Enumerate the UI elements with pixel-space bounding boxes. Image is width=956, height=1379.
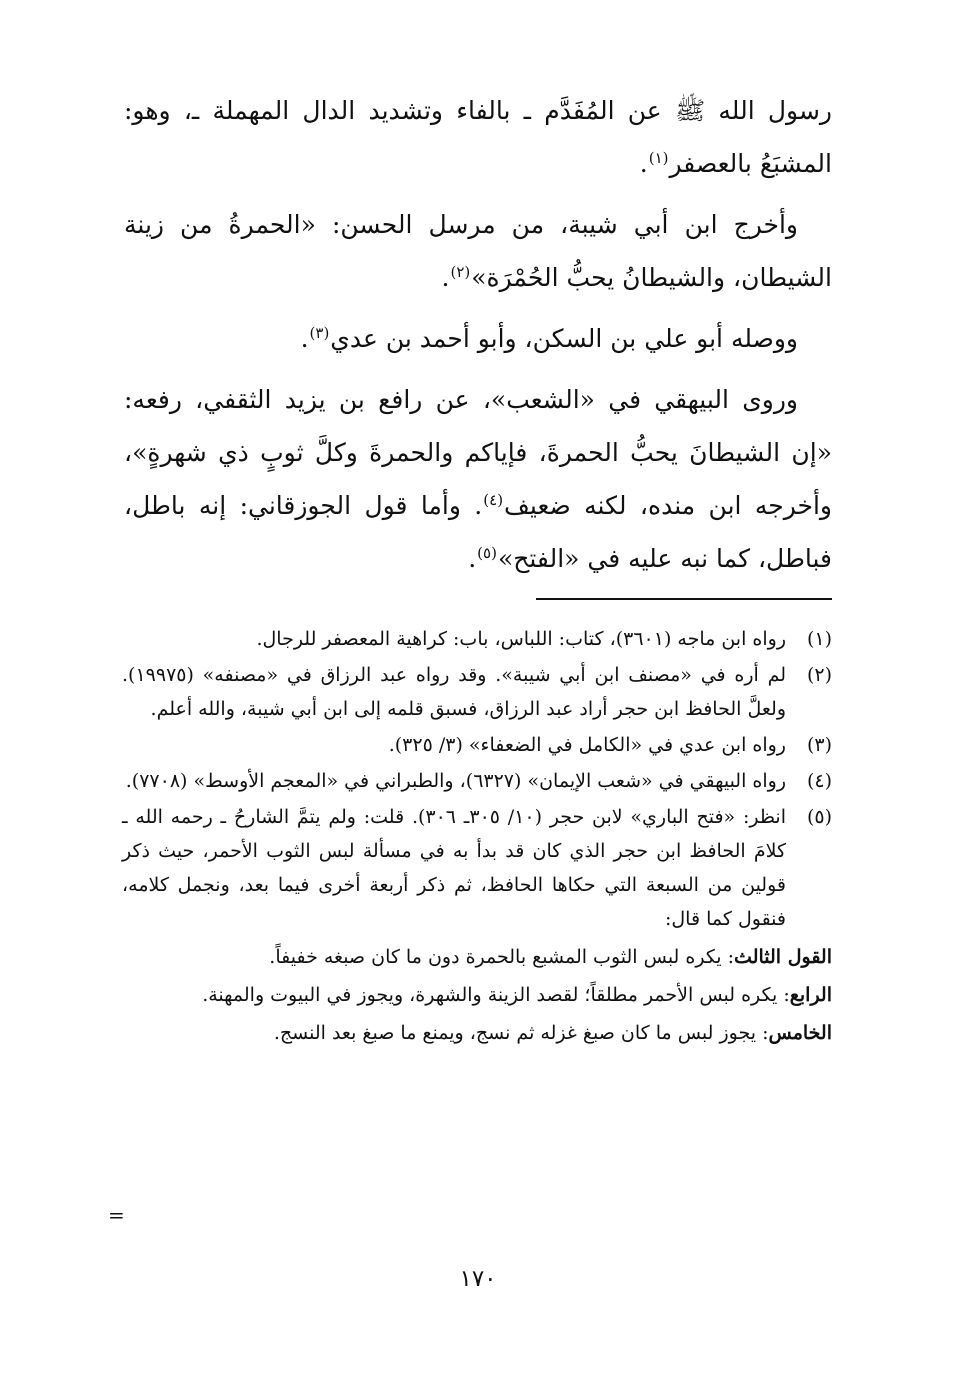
footnote-number: (٢) xyxy=(806,664,832,686)
footnote-text: انظر: «فتح الباري» لابن حجر (١٠/ ٣٠٥ـ ٣٠٦). قلت: ولم يتمَّ الشارحُ ـ رحمه الله ـ كلامَ الحافظ ابن حجر الذي كان قد بدأ به في مسألة لبس الثوب الأحمر، حيث ذكر قولين من السبعة التي حكاها الحافظ، ثم ذكر أربعة أخرى فيما بعد، ونجمل كلامه، فنقول كما قال: xyxy=(122,806,786,930)
paragraph-4-middle: . وأما قول الجوزقاني: إنه باطل، فباطل، كما نبه عليه في «الفتح» xyxy=(124,491,832,573)
paragraph-4 xyxy=(124,373,832,585)
footnote-ref-4[interactable]: (٤) xyxy=(483,490,504,509)
footnote-number: (٥) xyxy=(806,806,832,828)
paragraph-3-text: ووصله أبو علي بن السكن، وأبو أحمد بن عدي xyxy=(330,324,798,353)
paragraph-2-end: . xyxy=(441,263,450,292)
paragraph-1 xyxy=(124,84,832,190)
continuation-mark: = xyxy=(108,1203,125,1227)
footnote-text: رواه البيهقي في «شعب الإيمان» (٦٣٢٧)، والطبراني في «المعجم الأوسط» (٧٧٠٨). xyxy=(125,770,786,792)
opinion-fourth xyxy=(122,978,832,1012)
opinion-label: القول الثالث xyxy=(734,946,832,968)
footnote-number: (٣) xyxy=(806,734,832,756)
opinion-text: : يجوز لبس ما كان صبغ غزله ثم نسج، ويمنع ما صبغ بعد النسج. xyxy=(273,1022,769,1044)
footnote-ref-3[interactable]: (٣) xyxy=(309,323,330,342)
footnote-number: (١) xyxy=(806,628,832,650)
page-number: ١٧٠ xyxy=(459,1266,497,1292)
opinion-text: : يكره لبس الأحمر مطلقاً؛ لقصد الزينة والشهرة، ويجوز في البيوت والمهنة. xyxy=(202,984,790,1006)
footnote-5 xyxy=(122,800,832,936)
footnote-separator xyxy=(536,598,832,600)
opinion-text: : يكره لبس الثوب المشبع بالحمرة دون ما كان صبغه خفيفاً. xyxy=(269,946,735,968)
footnote-1 xyxy=(122,622,832,656)
paragraph-3-end: . xyxy=(300,324,309,353)
paragraph-2 xyxy=(124,198,832,304)
footnote-4 xyxy=(122,764,832,798)
paragraph-1-text: رسول الله ﷺ عن المُفَدَّم ـ بالفاء وتشديد الدال المهملة ـ، وهو: المشبَعُ بالعصفر xyxy=(124,96,832,178)
footnote-text: رواه ابن عدي في «الكامل في الضعفاء» (٣/ ٣٢٥). xyxy=(388,734,786,756)
paragraph-4-text: وروى البيهقي في «الشعب»، عن رافع بن يزيد الثقفي، رفعه: «إن الشيطانَ يحبُّ الحمرةَ، فإياكم والحمرةَ وكلَّ ثوبٍ ذي شهرةٍ»، وأخرجه ابن منده، لكنه ضعيف xyxy=(124,385,833,520)
paragraph-2-text: وأخرج ابن أبي شيبة، من مرسل الحسن: «الحمرةُ من زينة الشيطان، والشيطانُ يحبُّ الحُمْرَة» xyxy=(124,210,832,292)
paragraph-1-end: . xyxy=(639,149,648,178)
footnote-text: لم أره في «مصنف ابن أبي شيبة». وقد رواه عبد الرزاق في «مصنفه» (١٩٩٧٥). ولعلَّ الحافظ ابن حجر أراد عبد الرزاق، فسبق قلمه إلى ابن أبي شيبة، والله أعلم. xyxy=(122,664,786,720)
footnote-ref-5[interactable]: (٥) xyxy=(477,543,497,562)
opinion-fifth xyxy=(122,1016,832,1050)
footnote-number: (٤) xyxy=(806,770,832,792)
footnote-2 xyxy=(122,658,832,726)
opinion-third xyxy=(122,940,832,974)
footnote-ref-1[interactable]: (١) xyxy=(648,148,669,167)
paragraph-3 xyxy=(124,312,832,365)
paragraph-4-end: . xyxy=(468,544,477,573)
opinion-label: الرابع xyxy=(789,984,832,1006)
footnote-ref-2[interactable]: (٢) xyxy=(450,262,471,281)
footnotes-section xyxy=(122,622,832,1052)
opinion-label: الخامس xyxy=(768,1022,832,1044)
footnote-text: رواه ابن ماجه (٣٦٠١)، كتاب: اللباس، باب: كراهية المعصفر للرجال. xyxy=(256,628,786,650)
main-text-body xyxy=(124,84,832,593)
footnote-3 xyxy=(122,728,832,762)
